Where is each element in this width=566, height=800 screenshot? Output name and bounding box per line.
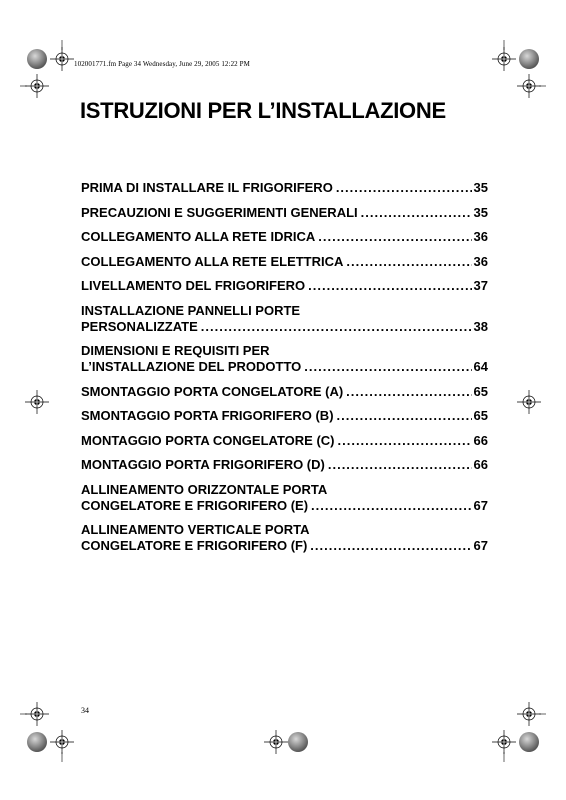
toc-entry-title: MONTAGGIO PORTA CONGELATORE (C) bbox=[81, 432, 335, 448]
toc-entry-page-number: 36 bbox=[473, 229, 488, 244]
toc-entry-page-number: 66 bbox=[473, 432, 488, 448]
toc-entry-page-number: 66 bbox=[473, 457, 488, 472]
toc-entry-page-number: 38 bbox=[473, 318, 488, 334]
toc-entry bbox=[81, 522, 488, 554]
toc-entry-page-number: 35 bbox=[473, 180, 488, 195]
toc-entry-row bbox=[81, 433, 488, 449]
toc-entry-title-line: INSTALLAZIONE PANNELLI PORTE bbox=[81, 302, 301, 318]
toc-dot-leader bbox=[311, 498, 472, 514]
registration-mark-top-left bbox=[20, 40, 74, 98]
registration-mark-top-right bbox=[492, 40, 546, 98]
toc-entry-row bbox=[81, 319, 488, 335]
toc-entry-page-number: 65 bbox=[473, 383, 488, 399]
toc-entry-row bbox=[81, 384, 488, 400]
toc-entry-title: CONGELATORE E FRIGORIFERO (E) bbox=[81, 497, 309, 513]
toc-entry-page-number: 67 bbox=[473, 538, 488, 553]
toc-entry bbox=[81, 254, 488, 270]
registration-mark-bottom-left bbox=[20, 702, 74, 762]
toc-entry-title: MONTAGGIO PORTA FRIGORIFERO (D) bbox=[81, 457, 325, 472]
toc-entry-page-number: 36 bbox=[473, 253, 488, 269]
toc-entry bbox=[81, 303, 488, 335]
toc-entry bbox=[81, 205, 488, 221]
toc-dot-leader bbox=[304, 359, 471, 375]
toc-dot-leader bbox=[336, 180, 472, 196]
toc-entry-row bbox=[81, 278, 488, 294]
toc-entry-row bbox=[81, 498, 488, 514]
toc-entry-row bbox=[81, 205, 488, 221]
toc-entry-page-number: 37 bbox=[473, 278, 488, 293]
toc-entry-title: SMONTAGGIO PORTA CONGELATORE (A) bbox=[81, 383, 344, 399]
registration-mark-bottom-center bbox=[264, 730, 308, 754]
toc-entry-page-number: 67 bbox=[473, 497, 488, 513]
toc-entry-row bbox=[81, 408, 488, 424]
toc-entry bbox=[81, 278, 488, 294]
toc-entry-row bbox=[81, 180, 488, 196]
toc-entry-title-line: ALLINEAMENTO ORIZZONTALE PORTA bbox=[81, 481, 328, 497]
toc-dot-leader bbox=[337, 408, 472, 424]
toc-entry-title: CONGELATORE E FRIGORIFERO (F) bbox=[81, 538, 308, 553]
toc-entry bbox=[81, 229, 488, 245]
toc-dot-leader bbox=[201, 319, 472, 335]
toc-entry-page-number: 65 bbox=[473, 408, 488, 423]
toc-dot-leader bbox=[338, 433, 472, 449]
toc-entry bbox=[81, 384, 488, 400]
toc-entry bbox=[81, 408, 488, 424]
page-title: ISTRUZIONI PER L’INSTALLAZIONE bbox=[80, 98, 446, 123]
toc-entry-title: LIVELLAMENTO DEL FRIGORIFERO bbox=[81, 278, 306, 293]
table-of-contents bbox=[81, 180, 488, 563]
toc-entry-title: PRIMA DI INSTALLARE IL FRIGORIFERO bbox=[81, 180, 333, 195]
toc-entry bbox=[81, 180, 488, 196]
toc-entry-title-line: DIMENSIONI E REQUISITI PER bbox=[81, 343, 270, 358]
toc-entry-row bbox=[81, 359, 488, 375]
file-slug-header: 102001771.fm Page 34 Wednesday, June 29, 2005 12:22 PM bbox=[74, 60, 250, 68]
toc-dot-leader bbox=[346, 384, 471, 400]
toc-entry-title: SMONTAGGIO PORTA FRIGORIFERO (B) bbox=[81, 408, 334, 423]
registration-mark-mid-left bbox=[25, 390, 49, 414]
toc-dot-leader bbox=[328, 457, 472, 473]
toc-entry bbox=[81, 457, 488, 473]
toc-entry-row bbox=[81, 229, 488, 245]
toc-entry-title: COLLEGAMENTO ALLA RETE ELETTRICA bbox=[81, 253, 344, 269]
toc-entry-row bbox=[81, 457, 488, 473]
toc-entry-title-line: ALLINEAMENTO VERTICALE PORTA bbox=[81, 522, 310, 537]
toc-entry-title: PRECAUZIONI E SUGGERIMENTI GENERALI bbox=[81, 204, 358, 220]
toc-entry-row bbox=[81, 254, 488, 270]
toc-entry-page-number: 64 bbox=[473, 359, 488, 374]
toc-entry-title: COLLEGAMENTO ALLA RETE IDRICA bbox=[81, 229, 316, 244]
toc-entry-page-number: 35 bbox=[473, 204, 488, 220]
toc-entry-row bbox=[81, 538, 488, 554]
toc-dot-leader bbox=[310, 538, 471, 554]
toc-dot-leader bbox=[346, 254, 471, 270]
toc-entry-title: L’INSTALLAZIONE DEL PRODOTTO bbox=[81, 359, 302, 374]
toc-dot-leader bbox=[318, 229, 471, 245]
toc-entry bbox=[81, 482, 488, 514]
toc-dot-leader bbox=[308, 278, 471, 294]
page-number: 34 bbox=[81, 706, 89, 715]
registration-mark-bottom-right bbox=[492, 702, 546, 762]
toc-entry bbox=[81, 433, 488, 449]
toc-entry bbox=[81, 343, 488, 375]
registration-mark-mid-right bbox=[517, 390, 541, 414]
toc-entry-title: PERSONALIZZATE bbox=[81, 318, 198, 334]
toc-dot-leader bbox=[361, 205, 472, 221]
